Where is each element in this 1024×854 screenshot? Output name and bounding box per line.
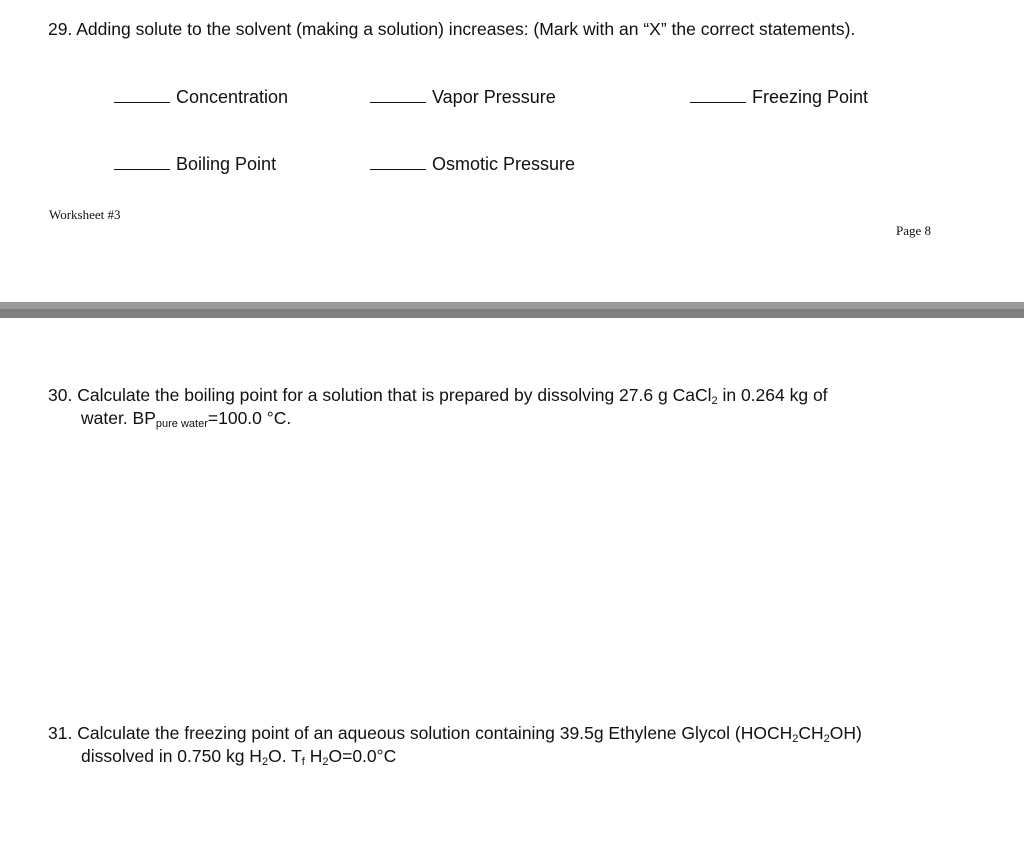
answer-blank[interactable] <box>114 86 170 103</box>
footer-worksheet-label: Worksheet #3 <box>49 207 121 222</box>
question-30-text: Calculate the boiling point for a solution that is prepared by dissolving 27.6 g CaCl$_2$ in 0.264 kg of <box>77 385 828 407</box>
option-label: Vapor Pressure <box>432 87 556 107</box>
question-31-text: Calculate the freezing point of an aqueous solution containing 39.5g Ethylene Glycol $(HOCH_2CH_2OH)$ <box>77 723 862 745</box>
question-31-number: 31. <box>48 723 73 743</box>
answer-blank[interactable] <box>370 86 426 103</box>
page-divider <box>0 302 1024 318</box>
answer-blank[interactable] <box>690 86 746 103</box>
answer-blank[interactable] <box>370 153 426 170</box>
question-29 <box>48 18 855 40</box>
question-29-text: Adding solute to the solvent (making a solution) increases: (Mark with an “X” the correct statements). <box>76 19 856 39</box>
option-label: Osmotic Pressure <box>432 154 576 174</box>
question-31 <box>48 722 862 744</box>
option-vapor-pressure[interactable] <box>370 86 556 108</box>
option-freezing-point[interactable] <box>690 86 868 108</box>
footer-page-number: Page 8 <box>896 223 932 238</box>
option-label: Boiling Point <box>176 154 277 174</box>
option-boiling-point[interactable] <box>114 153 276 175</box>
question-30 <box>48 384 828 406</box>
question-30-line-2: water. $BP_{pure water}=100.0$ °C. <box>81 408 292 430</box>
question-30-number: 30. <box>48 385 73 405</box>
question-29-number: 29. <box>48 19 73 39</box>
option-osmotic-pressure[interactable] <box>370 153 575 175</box>
question-31-line-2: dissolved in 0.750 kg $H_2O$. $T_f$ $H_2O=0.0^\circ C$ <box>81 746 397 768</box>
option-label: Concentration <box>176 87 289 107</box>
option-label: Freezing Point <box>752 87 869 107</box>
answer-blank[interactable] <box>114 153 170 170</box>
option-concentration[interactable] <box>114 86 288 108</box>
